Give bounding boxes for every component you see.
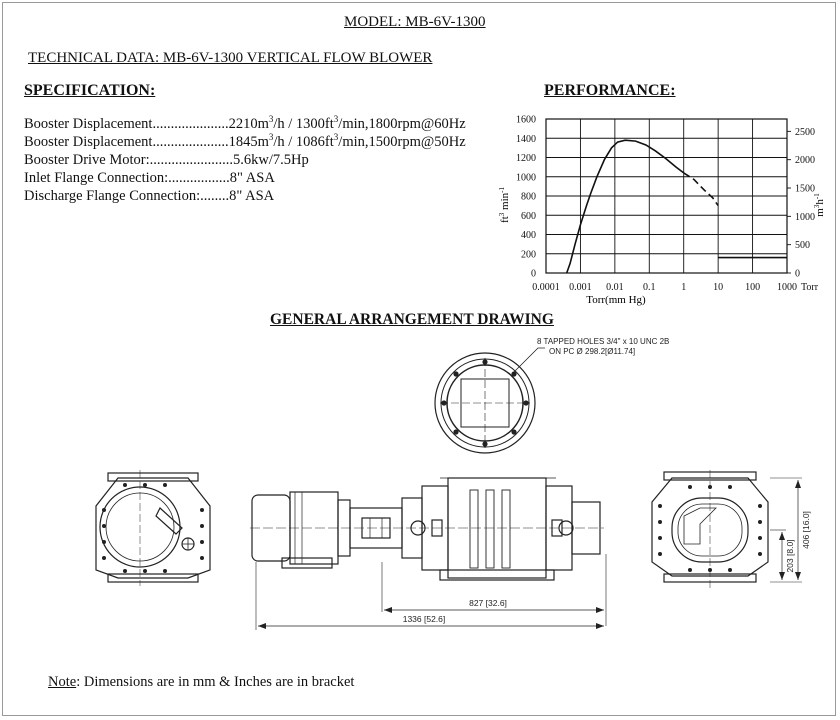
x-tick-label: 0.001 xyxy=(569,282,592,293)
y-tick-label-left: 600 xyxy=(521,210,536,222)
performance-chart xyxy=(495,105,835,315)
y-tick-label-left: 800 xyxy=(521,191,536,203)
y-tick-label-left: 0 xyxy=(531,268,536,280)
chart-ticks xyxy=(516,115,819,294)
spec-row: Inlet Flange Connection:.................8" ASA xyxy=(24,170,275,186)
y-tick-label-left: 1600 xyxy=(516,114,536,126)
y-tick-label-left: 400 xyxy=(521,230,536,241)
y-axis-label-right: $m^3h^{-1}$ xyxy=(813,193,826,217)
spec-row: Booster Drive Motor:.......................5.6kw/7.5Hp xyxy=(24,152,309,168)
drawing-title: GENERAL ARRANGEMENT DRAWING xyxy=(270,311,554,328)
chart-grid xyxy=(546,119,791,273)
y-tick-label-right: 500 xyxy=(795,240,810,252)
dimension-827: 827 [32.6] xyxy=(469,598,507,608)
specification-list xyxy=(24,115,466,205)
y-tick-label-right: 2500 xyxy=(795,126,815,138)
series-line-dashed-0 xyxy=(684,173,718,206)
side-elevation xyxy=(250,478,606,630)
y-tick-label-right: 1000 xyxy=(795,211,815,223)
x-tick-label: 100 xyxy=(745,282,761,293)
x-tick-label: 1000 xyxy=(777,282,797,293)
x-unit-label: Torr xyxy=(801,282,819,293)
x-tick-label: 1 xyxy=(681,282,687,293)
flange-note-2: ON PC Ø 298.2[Ø11.74] xyxy=(549,347,636,356)
x-tick-label: 0.01 xyxy=(606,282,624,293)
note-prefix: Note xyxy=(48,674,77,690)
spec-row: Booster $Displacement.....................1845m^3/h$ / $1086ft^3/\min,1500rpm@50Hz$ xyxy=(24,132,466,150)
flange-top-view xyxy=(435,337,669,453)
performance-heading: PERFORMANCE: xyxy=(544,82,676,99)
x-tick-label: 10 xyxy=(713,282,724,293)
left-end-view xyxy=(96,470,210,586)
dimension-1336: 1336 [52.6] xyxy=(402,614,446,624)
y-tick-label-left: 1400 xyxy=(516,133,536,145)
spec-row: Discharge Flange Connection:........8" ASA xyxy=(24,188,275,204)
technical-data-title: TECHNICAL DATA: MB-6V-1300 VERTICAL FLOW BLOWER xyxy=(28,50,433,66)
chart-series xyxy=(567,140,787,273)
dimension-406: 406 [16.0] xyxy=(801,511,811,549)
x-tick-label: 0.1 xyxy=(643,282,656,293)
y-tick-label-right: 1500 xyxy=(795,183,815,195)
series-line-0 xyxy=(567,140,684,273)
y-tick-label-left: 200 xyxy=(521,249,536,261)
note-text: : Dimensions are in mm & Inches are in bracket xyxy=(76,674,355,690)
spec-row: Booster $Displacement.....................2210m^3/h$ / $1300ft^3/\min,1800rpm@60Hz$ xyxy=(24,114,466,132)
dimension-203: 203 [8.0] xyxy=(785,539,795,573)
y-tick-label-left: 1000 xyxy=(516,172,536,184)
y-axis-label-left: $ft^3$ $\min^{-1}$ xyxy=(498,187,511,223)
x-axis-label: Torr(mm Hg) xyxy=(586,294,646,306)
right-end-view xyxy=(652,470,811,588)
model-title: MODEL: MB-6V-1300 xyxy=(344,14,486,30)
footer-note xyxy=(48,674,354,691)
y-tick-label-right: 2000 xyxy=(795,155,815,167)
arrangement-drawing xyxy=(0,330,840,660)
x-tick-label: 0.0001 xyxy=(532,282,560,293)
y-tick-label-right: 0 xyxy=(795,268,800,280)
specification-heading: SPECIFICATION: xyxy=(24,82,156,99)
y-tick-label-left: 1200 xyxy=(516,153,536,164)
flange-note-1: 8 TAPPED HOLES 3/4" x 10 UNC 2B xyxy=(537,337,670,346)
